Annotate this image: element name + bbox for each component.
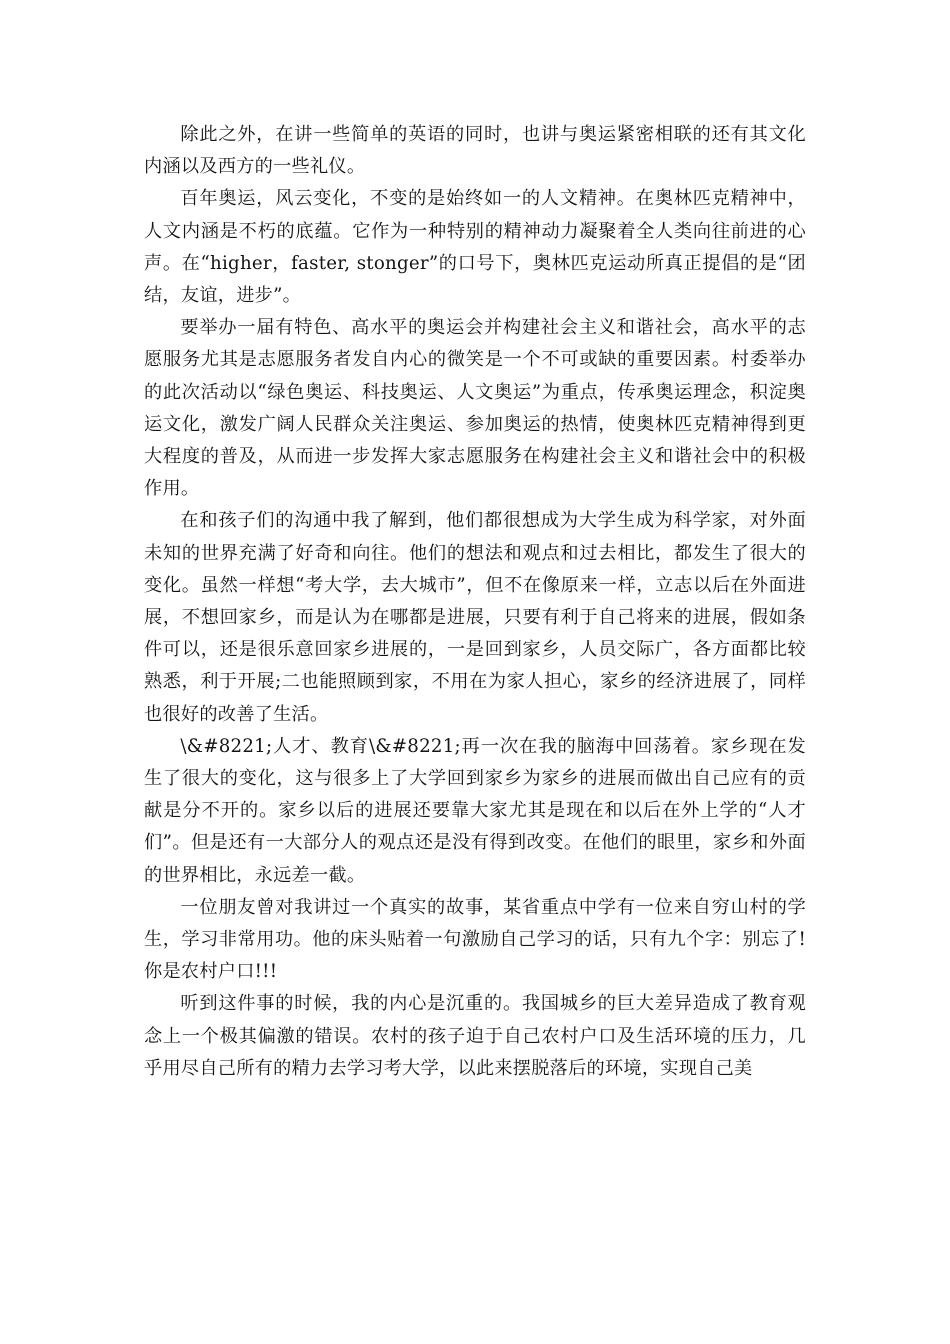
- paragraph: 除此之外，在讲一些简单的英语的同时，也讲与奥运紧密相联的还有其文化内涵以及西方的一些礼仪。: [144, 124, 806, 178]
- paragraph: 听到这件事的时候，我的内心是沉重的。我国城乡的巨大差异造成了教育观念上一个极其偏激的错误。农村的孩子迫于自己农村户口及生活环境的压力，几乎用尽自己所有的精力去学习考大学，以此来摆脱落后的环境，实现自己美: [144, 993, 806, 1079]
- paragraph: \&#8221;人才、教育\&#8221;再一次在我的脑海中回荡着。家乡现在发生了很大的变化，这与很多上了大学回到家乡为家乡的进展而做出自己应有的贡献是分不开的。家乡以后的进展还要靠大家尤其是现在和以后在外上学的“人才们”。但是还有一大部分人的观点还是没有得到改变。在他们的眼里，家乡和外面的世界相比，永远差一截。: [144, 735, 806, 886]
- paragraph: 一位朋友曾对我讲过一个真实的故事，某省重点中学有一位来自穷山村的学生，学习非常用功。他的床头贴着一句激励自己学习的话，只有九个字：别忘了!你是农村户口!!!: [144, 896, 806, 983]
- paragraph: 在和孩子们的沟通中我了解到，他们都很想成为大学生成为科学家，对外面未知的世界充满了好奇和向往。他们的想法和观点和过去相比，都发生了很大的变化。虽然一样想“考大学，去大城市”，但不在像原来一样，立志以后在外面进展，不想回家乡，而是认为在哪都是进展，只要有利于自己将来的进展，假如条件可以，还是很乐意回家乡进展的，一是回到家乡，人员交际广，各方面都比较熟悉，利于开展;二也能照顾到家，不用在为家人担心，家乡的经济进展了，同样也很好的改善了生活。: [144, 510, 806, 725]
- document-body: [144, 119, 806, 1085]
- paragraph: 百年奥运，风云变化，不变的是始终如一的人文精神。在奥林匹克精神中，人文内涵是不朽的底蕴。它作为一种特别的精神动力凝聚着全人类向往前进的心声。在“higher，faster, stonger”的口号下，奥林匹克运动所真正提倡的是“团结，友谊，进步”。: [144, 188, 806, 307]
- paragraph: 要举办一届有特色、高水平的奥运会并构建社会主义和谐社会，高水平的志愿服务尤其是志愿服务者发自内心的微笑是一个不可或缺的重要因素。村委举办的此次活动以“绿色奥运、科技奥运、人文奥运”为重点，传承奥运理念，积淀奥运文化，激发广阔人民群众关注奥运、参加奥运的热情，使奥林匹克精神得到更大程度的普及，从而进一步发挥大家志愿服务在构建社会主义和谐社会中的积极作用。: [144, 317, 806, 500]
